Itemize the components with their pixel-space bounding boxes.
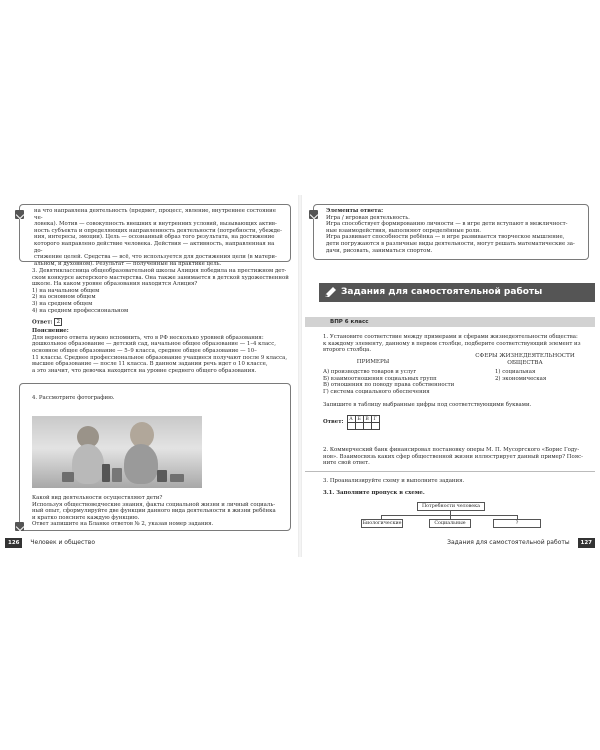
task1-line: к каждому элементу, данному в первом столбце, подберите соответствующий элемент из bbox=[323, 340, 581, 347]
box-line: которого направлено действие человека. Действия — активность, направленная на до- bbox=[34, 240, 275, 254]
col1-header-wrap bbox=[323, 359, 423, 366]
vpr-bar bbox=[305, 317, 595, 327]
task-1 bbox=[323, 334, 591, 354]
spheres-list bbox=[495, 369, 585, 382]
task3-title: 3. Проанализируйте схему и выполните задания. bbox=[323, 478, 465, 484]
option: 4) на среднем профессиональном bbox=[32, 307, 129, 314]
box-line: на что направлена деятельность (предмет, процесс, явление, внутреннее состояние че- bbox=[34, 208, 276, 221]
task3-line: 3. Девятиклассница общеобразовательной школы Алиция победила на престижном дет- bbox=[32, 268, 287, 274]
task4-line: Ответ запишите на Бланке ответов № 2, указав номер задания. bbox=[32, 521, 214, 528]
col2-header: СФЕРЫ ЖИЗНЕДЕЯТЕЛЬНОСТИ ОБЩЕСТВА bbox=[475, 353, 575, 366]
example-item: В) отношения по поводу права собственности bbox=[323, 382, 455, 389]
divider bbox=[305, 471, 595, 472]
explanation-line: дошкольное образование — детский сад, начальное общее образование — 1–4 класс, bbox=[32, 341, 276, 348]
page-gutter bbox=[298, 195, 302, 557]
answer-cell[interactable] bbox=[347, 423, 355, 430]
task4-line: ный опыт, сформулируйте две функции данного вида деятельности в жизни ребёнка bbox=[32, 508, 276, 515]
sphere-item: 1) социальная bbox=[495, 369, 536, 375]
task1-line: 1. Установите соответствие между примерами и сферами жизнедеятельности общества: bbox=[323, 334, 578, 340]
answer-cell[interactable] bbox=[355, 423, 363, 430]
vpr-label: ВПР 6 класс bbox=[330, 319, 369, 325]
examples-list bbox=[323, 369, 473, 395]
footer-title: Задания для самостоятельной работы bbox=[447, 539, 570, 546]
task2-line: 2. Коммерческий банк финансировал постановку оперы М. П. Мусоргского «Борис Году- bbox=[323, 447, 580, 453]
left-page bbox=[5, 195, 295, 557]
example-item: Г) система социального обеспечения bbox=[323, 388, 430, 395]
pencil-icon bbox=[309, 210, 318, 219]
scheme-left-label: Биологические bbox=[362, 521, 402, 526]
box-line: Игра способствует формированию личности — в игре дети вступают в межличност- bbox=[326, 221, 568, 228]
task3-line: школе. На каком уровне образования находится Алиция? bbox=[32, 281, 198, 288]
col1-header: ПРИМЕРЫ bbox=[356, 359, 390, 365]
page-number: 126 bbox=[5, 538, 22, 548]
task31-title: 3.1. Заполните пропуск в схеме. bbox=[323, 490, 425, 496]
box-line: стижение целей. Средства — всё, что используется для достижения цели (в матери- bbox=[34, 254, 277, 261]
option: 3) на среднем общем bbox=[32, 300, 93, 307]
explanation-line: основное общее образование — 5–9 класса, среднее общее образование — 10– bbox=[32, 348, 257, 355]
task-3 bbox=[32, 268, 292, 374]
table-letter: В bbox=[363, 416, 371, 423]
example-item: А) производство товаров и услуг bbox=[323, 369, 417, 375]
box-title: Элементы ответа: bbox=[326, 208, 384, 214]
answer-label: Ответ: bbox=[32, 319, 53, 326]
scheme-mid-label: Социальные bbox=[434, 521, 466, 526]
answer-cell[interactable] bbox=[363, 423, 371, 430]
option: 2) на основном общем bbox=[32, 294, 96, 301]
answer-table bbox=[347, 415, 380, 430]
section-banner bbox=[319, 283, 595, 302]
box-line: дачи, рисовать, заниматься спортом. bbox=[326, 247, 433, 254]
table-hint: Запишите в таблицу выбранные цифры под соответствующими буквами. bbox=[323, 402, 532, 408]
task3-line: ском конкурсе актерского мастерства. Она также занимается в детской художественной bbox=[32, 274, 289, 281]
explanation-line: Для верного ответа нужно вспомнить, что в РФ несколько уровней образования: bbox=[32, 334, 264, 341]
pencil-icon bbox=[15, 522, 24, 531]
task4-line: Используя обществоведческие знания, факты социальной жизни и личный социаль- bbox=[32, 501, 276, 508]
answer-label: Ответ: bbox=[323, 419, 344, 425]
children-playing-photo bbox=[32, 416, 202, 488]
box-line: ния, интересы, эмоции). Цель — осознанный образ того результата, на достижение bbox=[34, 234, 275, 241]
task4-line: и кратко поясните каждую функцию. bbox=[32, 514, 140, 521]
answer-value: 2 bbox=[54, 318, 62, 326]
box-line: альном, и духовном). Результат — полученные на практике цель. bbox=[34, 260, 222, 267]
theory-box bbox=[19, 204, 291, 267]
explanation-line: 11 классы. Среднее профессиональное образование учащиеся получают после 9 класса, bbox=[32, 354, 288, 361]
task4-line: Какой вид деятельности осуществляют дети? bbox=[32, 495, 163, 501]
task-2 bbox=[323, 447, 591, 467]
explanation-line: высшее образование — после 11 класса. В данном задании речь идет о 10 классе, bbox=[32, 361, 268, 368]
left-footer bbox=[5, 538, 295, 548]
scheme-blank-label: ? bbox=[515, 521, 519, 526]
option: 1) на начальном общем bbox=[32, 287, 100, 294]
page-number: 127 bbox=[578, 538, 595, 548]
example-item: Б) взаимоотношения социальных групп bbox=[323, 375, 437, 382]
task4-title: 4. Рассмотрите фотографию. bbox=[32, 395, 115, 401]
box-line: ные взаимодействия, выполняют определённые роли. bbox=[326, 227, 481, 234]
scheme-left-box bbox=[361, 519, 403, 528]
box-line: Игра / игровая деятельность. bbox=[326, 214, 410, 221]
answer-row bbox=[32, 318, 292, 326]
table-letter: Г bbox=[371, 416, 379, 423]
box-line: дети погружаются в различные виды деятельности, могут решать математические за- bbox=[326, 240, 575, 247]
scheme-blank-box[interactable] bbox=[493, 519, 541, 528]
pencil-icon bbox=[323, 286, 337, 299]
answer-cell[interactable] bbox=[371, 423, 379, 430]
explanation-title: Пояснение: bbox=[32, 328, 69, 335]
task-4-text bbox=[32, 495, 292, 528]
right-footer bbox=[305, 538, 595, 548]
task1-answer bbox=[323, 415, 380, 430]
table-letter: Б bbox=[355, 416, 363, 423]
pencil-icon bbox=[15, 210, 24, 219]
table-letter: А bbox=[347, 416, 355, 423]
box-line: ловека). Мотив — совокупность внешних и внутренних условий, вызывающих актив- bbox=[34, 221, 277, 228]
scheme-top-label: Потребности человека bbox=[421, 504, 480, 509]
sphere-item: 2) экономическая bbox=[495, 375, 547, 382]
task2-line: ните свой ответ. bbox=[323, 460, 370, 467]
col2-header-wrap bbox=[475, 353, 575, 366]
task2-line: нов». Взаимосвязь каких сфер общественной жизни иллюстрирует данный пример? Пояс- bbox=[323, 453, 583, 460]
scheme-top-box bbox=[417, 502, 485, 511]
task1-line: второго столбца. bbox=[323, 347, 372, 354]
explanation-line: а это значит, что девочка находится на уровне среднего общего образования. bbox=[32, 367, 257, 374]
scheme-mid-box bbox=[429, 519, 471, 528]
footer-title: Человек и общество bbox=[30, 539, 95, 546]
answer-elements-box bbox=[313, 204, 589, 260]
box-line: Игра развивает способности ребёнка — в игре развивается творческое мышление, bbox=[326, 234, 565, 241]
right-page bbox=[305, 195, 595, 557]
banner-title: Задания для самостоятельной работы bbox=[341, 287, 543, 297]
box-line: ность субъекта и определяющих направленность деятельности (потребности, убежде- bbox=[34, 227, 282, 234]
